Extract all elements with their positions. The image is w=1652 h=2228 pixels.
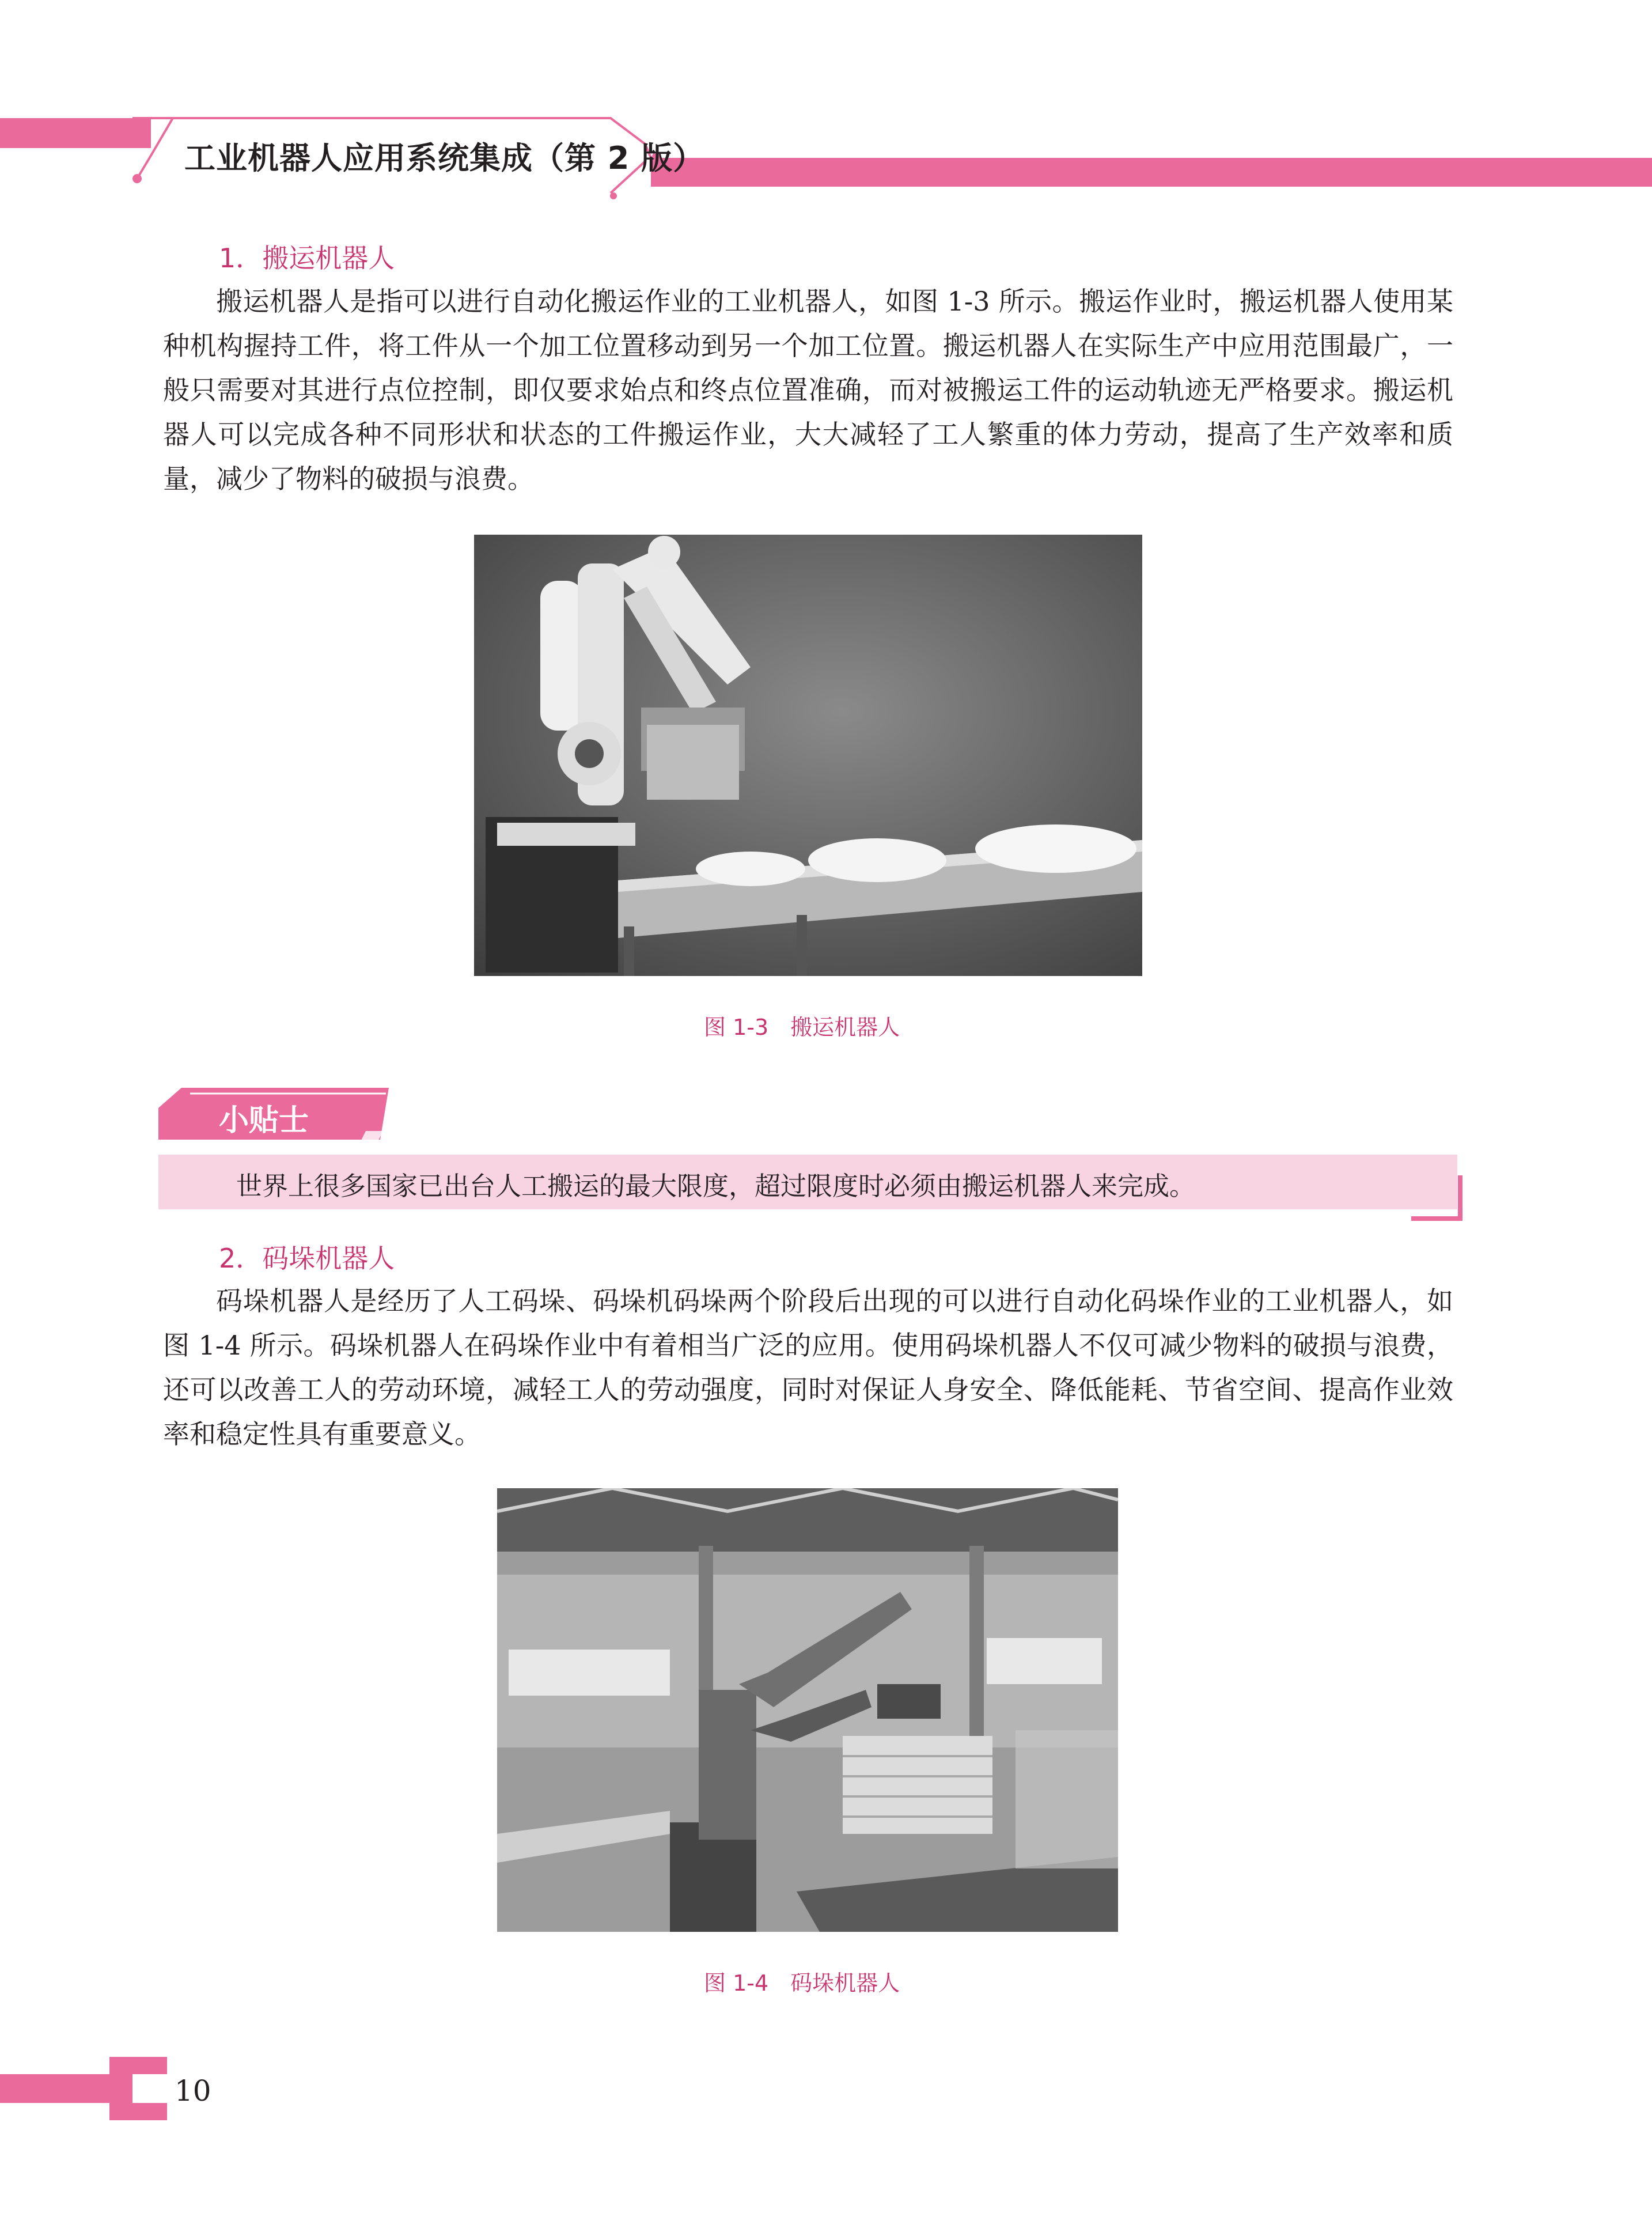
section-heading-palletizing-robot: 2．码垛机器人 bbox=[219, 1243, 395, 1274]
paragraph-text: 码垛机器人是经历了人工码垛、码垛机码垛两个阶段后出现的可以进行自动化码垛作业的工业机器人，如图 1-4 所示。码垛机器人在码垛作业中有着相当广泛的应用。使用码垛机器人不仅可减少物料的破损与浪费，还可以改善工人的劳动环境，减轻工人的劳动强度，同时对保证人身安全、降低能耗、节省空间、提高作业效率和稳定性具有重要意义。 bbox=[163, 1285, 1453, 1450]
section-paragraph-handling-robot bbox=[163, 279, 1453, 501]
book-title: 工业机器人应用系统集成（第 2 版） bbox=[184, 140, 705, 176]
figure-caption-1-3: 图 1-3 搬运机器人 bbox=[704, 1015, 900, 1040]
tip-label: 小贴士 bbox=[219, 1103, 309, 1138]
header-band-right bbox=[651, 158, 1652, 187]
figure-handling-robot-photo bbox=[474, 535, 1142, 976]
page-number: 10 bbox=[175, 2074, 211, 2108]
tip-corner-decoration bbox=[1411, 1175, 1463, 1221]
section-heading-handling-robot: 1．搬运机器人 bbox=[219, 243, 395, 274]
section-paragraph-palletizing-robot bbox=[163, 1279, 1453, 1457]
footer-clip-decoration bbox=[0, 2051, 173, 2126]
figure-caption-1-4: 图 1-4 码垛机器人 bbox=[704, 1970, 900, 1996]
paragraph-text: 搬运机器人是指可以进行自动化搬运作业的工业机器人，如图 1-3 所示。搬运作业时，搬运机器人使用某种机构握持工件，将工件从一个加工位置移动到另一个加工位置。搬运机器人在实际生产中应用范围最广，一般只需要对其进行点位控制，即仅要求始点和终点位置准确，而对被搬运工件的运动轨迹无严格要求。搬运机器人可以完成各种不同形状和状态的工件搬运作业，大大减轻了工人繁重的体力劳动，提高了生产效率和质量，减少了物料的破损与浪费。 bbox=[163, 286, 1453, 494]
tip-text: 世界上很多国家已出台人工搬运的最大限度，超过限度时必须由搬运机器人来完成。 bbox=[236, 1171, 1196, 1201]
figure-palletizing-robot-photo bbox=[497, 1488, 1118, 1932]
